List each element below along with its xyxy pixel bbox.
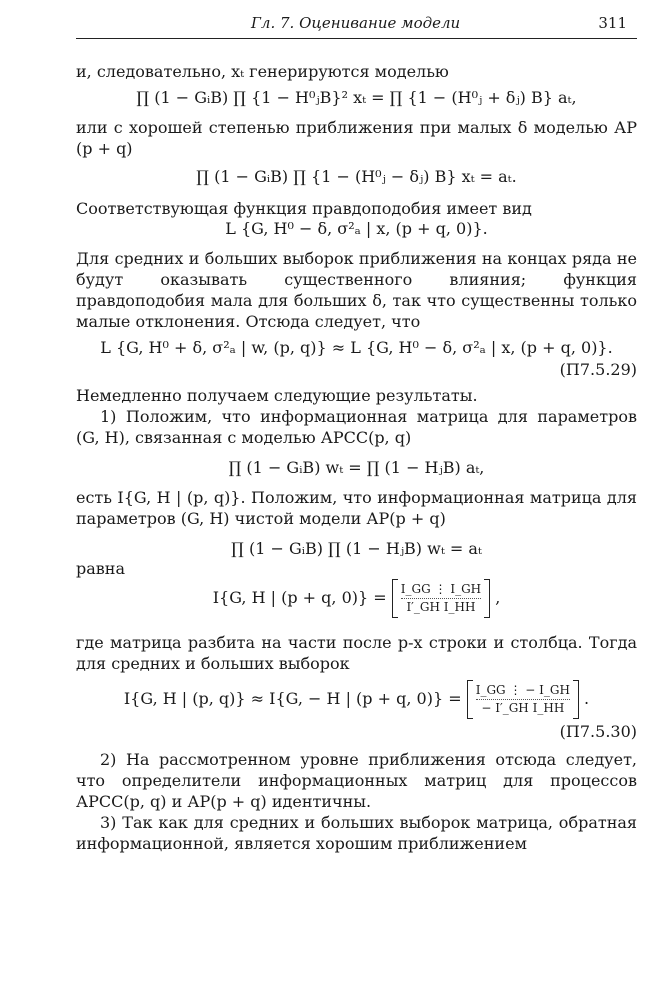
text-paragraph-4: Для средних и больших выборок приближения на концах ряда не будут оказывать существенного влияния; функция правдоподобия мала для больших δ, так что существенны только малые отклонения. Отсюда следует, что xyxy=(76,249,637,331)
matrix-2-cell-gg: I_GG xyxy=(475,683,506,697)
text-line-5: Немедленно получаем следующие результаты. xyxy=(76,386,478,405)
equation-2 xyxy=(76,167,637,186)
text-paragraph-7: есть I{G, H | (p, q)}. Положим, что информационная матрица для параметров (G, H) чистой модели АР(p + q) xyxy=(76,488,637,528)
page-number: 311 xyxy=(598,14,627,32)
matrix-1-cell-gg: I_GG xyxy=(400,582,431,596)
equation-3-text: L {G, H⁰ − δ, σ²ₐ | x, (p + q, 0)}. xyxy=(225,219,488,238)
equation-1-text: ∏ (1 − GᵢB) ∏ {1 − H⁰ⱼB}² xₜ = ∏ {1 − (H⁰ⱼ + δⱼ) B} aₜ, xyxy=(136,88,577,107)
running-title: Гл. 7. Оценивание модели xyxy=(251,14,461,32)
matrix-2-cell-gh-prime: − I′_GH xyxy=(481,701,529,715)
equation-2-text: ∏ (1 − GᵢB) ∏ {1 − (H⁰ⱼ − δⱼ) B} xₜ = aₜ. xyxy=(196,167,517,186)
text-line-8: равна xyxy=(76,559,125,578)
text-line-1: и, следовательно, xₜ генерируются моделью xyxy=(76,62,449,81)
matrix-2-cell-gh: − I_GH xyxy=(525,683,570,697)
equation-7: I{G, H | (p + q, 0)} = $\frac{I\_GG ⋮ I\_GH}{\text{I′\_GH I\_HH}}$ , xyxy=(76,579,637,618)
matrix-1-cell-gh-prime: I′_GH xyxy=(406,600,440,614)
information-matrix-2: $\frac{I\_GG ⋮ - I\_GH}{\text{− I′\_GH I\_HH}}$ xyxy=(467,680,579,719)
text-line-3: Соответствующая функция правдоподобия имеет вид xyxy=(76,199,532,218)
matrix-1-cell-hh: I_HH xyxy=(443,600,476,614)
equation-8-left: I{G, H | (p, q)} ≈ I{G, − H | (p + q, 0)} = xyxy=(123,689,462,708)
text-paragraph-10: 2) На рассмотренном уровне приближения отсюда следует, что определители информационных матриц для процессов АРСС(p, q) и АР(p + q) идентичны. xyxy=(76,750,637,811)
matrix-2-cell-hh: I_HH xyxy=(532,701,565,715)
equation-5 xyxy=(76,458,637,477)
equation-8: I{G, H | (p, q)} ≈ I{G, − H | (p + q, 0)} = $\frac{I\_GG ⋮ - I\_GH}{\text{− I′\_GH I\_HH}}$ . (П7.5.30) xyxy=(76,680,637,719)
equation-3 xyxy=(76,219,637,238)
equation-4-text: L {G, H⁰ + δ, σ²ₐ | w, (p, q)} ≈ L {G, H⁰ − δ, σ²ₐ | x, (p + q, 0)}. xyxy=(100,338,613,357)
equation-1 xyxy=(76,88,637,107)
text-line-2: или с хорошей степенью приближения при малых δ моделью АР (p + q) xyxy=(76,118,637,158)
page-header xyxy=(76,12,637,39)
equation-6 xyxy=(76,539,637,558)
equation-4-number: (П7.5.29) xyxy=(559,360,637,379)
equation-8-number: (П7.5.30) xyxy=(559,722,637,741)
equation-5-text: ∏ (1 − GᵢB) wₜ = ∏ (1 − HⱼB) aₜ, xyxy=(228,458,485,477)
information-matrix-1: $\frac{I\_GG ⋮ I\_GH}{\text{I′\_GH I\_HH}}$ xyxy=(392,579,490,618)
equation-6-text: ∏ (1 − GᵢB) ∏ (1 − HⱼB) wₜ = aₜ xyxy=(231,539,482,558)
text-paragraph-11: 3) Так как для средних и больших выборок матрица, обратная информационной, является хорошим приближением xyxy=(76,813,637,853)
equation-7-left: I{G, H | (p + q, 0)} = xyxy=(212,588,387,607)
text-paragraph-6: 1) Положим, что информационная матрица для параметров (G, H), связанная с моделью АРСС(p, q) xyxy=(76,407,637,447)
text-paragraph-9: где матрица разбита на части после p-х строки и столбца. Тогда для средних и больших выборок xyxy=(76,633,637,673)
equation-4 xyxy=(76,338,637,379)
matrix-1-cell-gh: I_GH xyxy=(450,582,482,596)
